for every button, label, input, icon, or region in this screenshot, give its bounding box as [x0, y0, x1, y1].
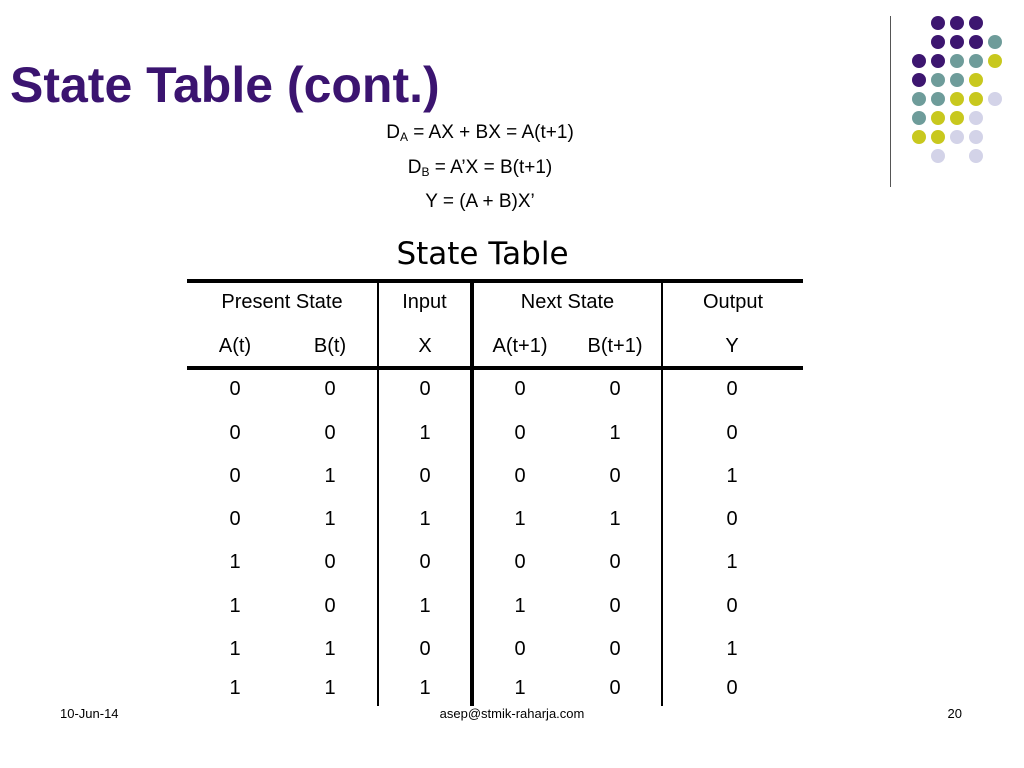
table-cell: 0 [229, 378, 241, 400]
table-header-rule [187, 366, 803, 370]
table-cell: 0 [609, 677, 621, 699]
table-cell: 1 [726, 551, 738, 573]
table-cell: 1 [514, 677, 526, 699]
header-present-state: Present State [221, 291, 343, 313]
header-output: Output [702, 291, 764, 313]
footer-page-number: 20 [947, 706, 962, 721]
subheader-a-t: A(t) [218, 335, 252, 357]
table-cell: 1 [324, 677, 336, 699]
table-cell: 0 [726, 378, 738, 400]
table-cell: 0 [229, 422, 241, 444]
footer-date: 10-Jun-14 [60, 706, 119, 721]
table-cell: 0 [609, 378, 621, 400]
table-cell: 0 [324, 595, 336, 617]
table-cell: 0 [229, 465, 241, 487]
table-caption: State Table [396, 236, 569, 272]
table-cell: 1 [726, 638, 738, 660]
table-cell: 1 [514, 508, 526, 530]
table-cell: 1 [229, 638, 241, 660]
header-next-state: Next State [520, 291, 615, 313]
table-cell: 0 [514, 465, 526, 487]
table-cell: 1 [419, 422, 431, 444]
table-cell: 0 [324, 551, 336, 573]
subheader-b-t1: B(t+1) [587, 335, 643, 357]
table-cell: 0 [419, 465, 431, 487]
table-divider-2 [470, 281, 474, 706]
table-cell: 0 [229, 508, 241, 530]
table-cell: 0 [514, 638, 526, 660]
footer-email: asep@stmik-raharja.com [439, 706, 585, 721]
table-cell: 0 [324, 378, 336, 400]
table-cell: 1 [229, 551, 241, 573]
table-cell: 0 [726, 508, 738, 530]
table-cell: 0 [514, 551, 526, 573]
table-cell: 0 [419, 551, 431, 573]
table-cell: 0 [609, 551, 621, 573]
table-cell: 0 [726, 422, 738, 444]
table-cell: 0 [419, 638, 431, 660]
table-cell: 0 [726, 677, 738, 699]
table-divider-3 [661, 281, 663, 706]
table-cell: 1 [609, 508, 621, 530]
subheader-x: X [418, 335, 432, 357]
table-cell: 0 [514, 378, 526, 400]
table-cell: 1 [419, 595, 431, 617]
table-cell: 0 [514, 422, 526, 444]
table-cell: 0 [609, 465, 621, 487]
table-cell: 1 [324, 638, 336, 660]
table-top-rule [187, 279, 803, 283]
subheader-b-t: B(t) [313, 335, 347, 357]
header-input: Input [402, 291, 447, 313]
table-cell: 0 [609, 595, 621, 617]
table-cell: 0 [726, 595, 738, 617]
table-divider-1 [377, 281, 379, 706]
table-cell: 0 [324, 422, 336, 444]
equation-db: $D_B$ = A’X = B(t+1) [407, 157, 553, 179]
table-cell: 1 [609, 422, 621, 444]
table-cell: 1 [229, 595, 241, 617]
equation-da: $D_A$ = AX + BX = A(t+1) [386, 122, 574, 144]
subheader-y: Y [725, 335, 739, 357]
table-cell: 1 [514, 595, 526, 617]
table-cell: 1 [324, 508, 336, 530]
table-cell: 1 [324, 465, 336, 487]
table-cell: 1 [419, 677, 431, 699]
table-cell: 0 [609, 638, 621, 660]
table-cell: 1 [726, 465, 738, 487]
table-cell: 1 [229, 677, 241, 699]
subheader-a-t1: A(t+1) [492, 335, 548, 357]
table-cell: 1 [419, 508, 431, 530]
equation-y: Y = (A + B)X’ [425, 191, 535, 212]
table-cell: 0 [419, 378, 431, 400]
slide-title: State Table (cont.) [10, 57, 440, 113]
